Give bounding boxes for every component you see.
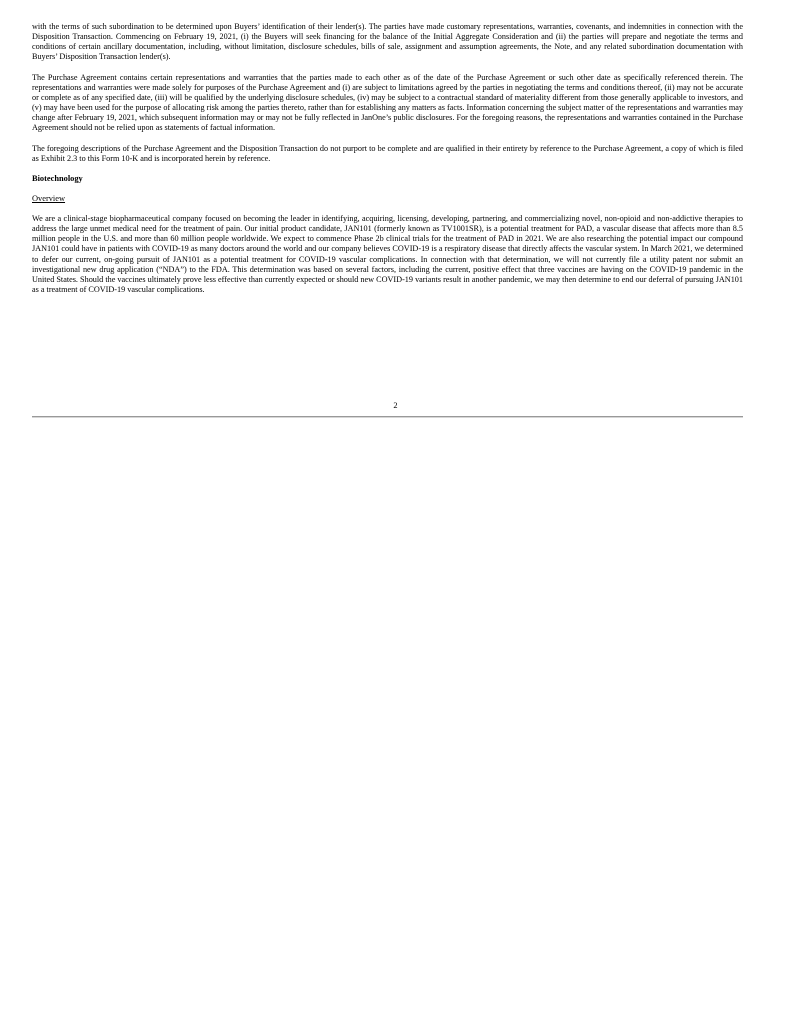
section-heading-biotechnology: Biotechnology	[32, 173, 83, 183]
page-number: 2	[393, 401, 398, 410]
document-page	[32, 22, 743, 305]
page-divider	[32, 416, 743, 418]
paragraph-foregoing-descriptions: The foregoing descriptions of the Purchase Agreement and the Disposition Transaction do not purport to be complete and are qualified in their entirety by reference to the Purchase Agreement, a copy of which is filed as Exhibit 2.3 to this Form 10-K and is incorporated herein by reference.	[32, 143, 743, 163]
paragraph-representations-warranties: The Purchase Agreement contains certain representations and warranties that the parties made to each other as of the date of the Purchase Agreement or such other date as specifically referenced therein. The representations and warranties were made solely for purposes of the Purchase Agreement and (i) are subject to limitations agreed by the parties in negotiating the terms and conditions thereof, (ii) may not be accurate or complete as of any specified date, (iii) will be qualified by the underlying disclosure schedules, (iv) may be subject to a contractual standard of materiality different from those generally applicable to investors, and (v) may have been used for the purpose of allocating risk among the parties thereto, rather than for establishing any matters as facts. Information concerning the subject matter of the representations and warranties may change after February 19, 2021, which subsequent information may or may not be fully reflected in JanOne’s public disclosures. For the foregoing reasons, the representations and warranties contained in the Purchase Agreement should not be relied upon as statements of factual information.	[32, 72, 743, 133]
paragraph-overview: We are a clinical-stage biopharmaceutical company focused on becoming the leader in identifying, acquiring, licensing, developing, partnering, and commercializing novel, non-opioid and non-addictive therapies to address the large unmet medical need for the treatment of pain. Our initial product candidate, JAN101 (formerly known as TV1001SR), is a potential treatment for PAD, a vascular disease that affects more than 8.5 million people in the U.S. and more than 60 million people worldwide. We expect to commence Phase 2b clinical trials for the treatment of PAD in 2021. We are also researching the potential impact our compound JAN101 could have in patients with COVID-19 as many doctors around the world and our company believes COVID-19 is a respiratory disease that directly affects the vascular system. In March 2021, we determined to defer our current, on-going pursuit of JAN101 as a potential treatment for COVID-19 vascular complications. In connection with that determination, we will not currently file a utility patent nor submit an investigational new drug application (“NDA”) to the FDA. This determination was based on several factors, including the current, positive effect that three vaccines are having on the COVID-19 pandemic in the United States. Should the vaccines ultimately prove less effective than currently expected or should new COVID-19 variants result in another pandemic, we may then determine to end our deferral of pursuing JAN101 as a treatment of COVID-19 vascular complications.	[32, 213, 743, 294]
subsection-heading-overview: Overview	[32, 193, 66, 203]
paragraph-subordination-terms: with the terms of such subordination to be determined upon Buyers’ identification of their lender(s). The parties have made customary representations, warranties, covenants, and indemnities in connection with the Disposition Transaction. Commencing on February 19, 2021, (i) the Buyers will seek financing for the balance of the Initial Aggregate Consideration and (ii) the parties will prepare and negotiate the terms and conditions of certain ancillary documentation, including, without limitation, disclosure schedules, bills of sale, assignment and assumption agreements, the Note, and any related subordination documentation with Buyers’ Disposition Transaction lender(s).	[32, 22, 743, 62]
